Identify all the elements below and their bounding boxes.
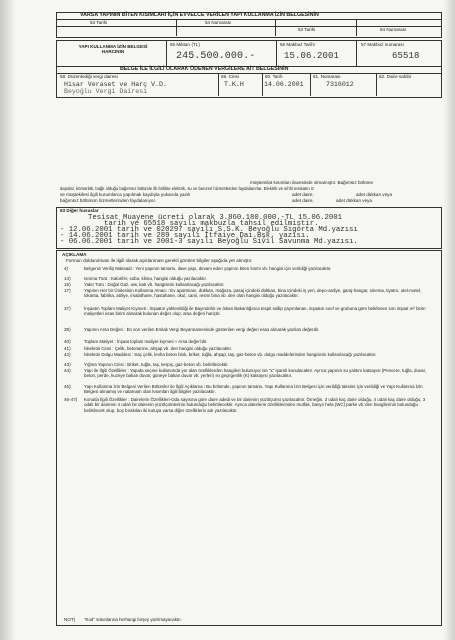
note-line2: depolar, kömürlük, bağlı olduğu bağımsız bölümle ilk birlikte elektrik, su ve benzeri hizmetlerden faydalanırlar. Elektrik ve sıhhi tesisatın iz bbox=[60, 186, 314, 191]
header-col-divider-1 bbox=[176, 19, 177, 36]
field-61-label: 61. Numarası bbox=[313, 74, 341, 79]
fees-divider-6 bbox=[310, 73, 311, 96]
field-55-value: 245.500.000.- bbox=[176, 51, 256, 62]
notes-label: 63 Diğer hususlar bbox=[60, 208, 99, 213]
field-56-value: 15.06.2001 bbox=[284, 51, 340, 61]
legend-item-text: Isınma Türü : Kalorifer, soba, klima, hangisi olduğu yazılacaktır. bbox=[84, 276, 207, 281]
note-line4c: adet dükkan veya bbox=[336, 198, 373, 203]
header-col-divider-3 bbox=[356, 19, 357, 36]
legend-item-text: Toplam Maliyet : İnşaat toplam maliyet kıymeti + Arsa değeri'dir. bbox=[84, 339, 208, 344]
note-line1: müştemilat kısımları ilavesinde olmamıştır. Bağımsız bölüme bbox=[250, 180, 374, 185]
legend-item-number: NOT) bbox=[64, 617, 76, 622]
field-55-label: 55 Miktarı (TL) bbox=[170, 42, 200, 47]
field-59-value: T.K.H bbox=[224, 81, 244, 88]
legend-item-text: Yığma Yapının Cinsi : Briket, tuğla, taş, kerpiç, gaz-beton vb. belirtilecektir. bbox=[84, 362, 229, 367]
legend-item-number: 37) bbox=[64, 306, 71, 311]
note-line4: bağımsız bölümün hizmetlerinden faydalanıyor. bbox=[60, 198, 157, 203]
legend-item-number: 43) bbox=[64, 362, 71, 367]
legend-item-number: 15) bbox=[64, 282, 71, 287]
belge-title: BELGE İLE İLGİLİ OLARAK ÖDENEN VERGİLERE AİT BELGESİNİN bbox=[120, 66, 289, 72]
legend-item-text: Yapının Her bir Ünitesinin Kullanma Amacı : Ev apartmanı, dükkan, mağaza, pasaj içindeki dükkan, bina içindeki iş yeri, depo-ardiye, garaj-hangar, sinema, tiyatro, otel-motel, lokanta, fabrika, atölye, imalathane, hastahane, okul, cami, resmi bina vb. den olan hangisi olduğu yazılacaktır. bbox=[84, 288, 422, 299]
col54-label: 54 Numarası bbox=[205, 20, 232, 25]
col54b-label: 54 Numarası bbox=[380, 27, 407, 32]
fees-divider-5 bbox=[262, 73, 263, 96]
notes-line-3: - 12.06.2001 tarih ve 020297 sayılı S.S.K. Beyoğlu Sigorta Md.yazısı bbox=[60, 226, 358, 234]
legend-item-text: İskeletin Dolgu Maddesi : Saç çelik, levha beton blok, briket, tuğla, ahşap, taş, gaz-beton vb. dolgu maddelerinden hangisinin kullanılacağı yazılacaktır. bbox=[84, 352, 377, 357]
legend-item-number: 4) bbox=[64, 266, 69, 271]
legend-intro: Formun doldurulması ile ilgili olarak açıklanması gerekli görülen bilgiler aşağıda yer almıştır. bbox=[66, 258, 253, 263]
scan-shadow-left bbox=[0, 0, 16, 640]
legend-item-text: "Kod" sütunlarına herhangi birşey yazılmayacaktır. bbox=[84, 617, 182, 622]
field-59-label: 59. Cinsi bbox=[221, 74, 239, 79]
field-58-value: Hisar Veraset ve Harç V.D. bbox=[64, 81, 167, 88]
header-title: VARSA YAPININ BİTEN KISIMLARI İÇİN EVVELCE VERİLEN YAPI KULLANMA İZİN BELGESİNİN bbox=[80, 12, 319, 18]
legend-item-number: 45) bbox=[64, 384, 71, 389]
field-57-label: 57 Makbuz numarası bbox=[361, 42, 404, 47]
field-57-value: 65518 bbox=[392, 51, 420, 61]
legend-item-number: 41) bbox=[64, 346, 71, 351]
fees-divider-2 bbox=[276, 40, 277, 66]
legend-item-number: 39) bbox=[64, 327, 71, 332]
note-line4b: adet daire, bbox=[292, 198, 314, 203]
legend-item-text: Belgenin Veriliş Maksadı : Yeni yapının tamamı, ilave yapı, devam eden yapının biten kısmı vb. hangisi için verildiği yazılacaktır. bbox=[84, 266, 332, 271]
col53b-label: 53 Tarihi bbox=[298, 27, 316, 32]
notes-line-2: tarih ve 65518 sayılı makbuzla tahsil edilmiştir. bbox=[104, 220, 319, 228]
legend-item-text: Yakıt Türü : Doğal Gaz, ww, katı vb. hangisinin kullanılacağı yazılacaktır. bbox=[84, 282, 225, 287]
legend-item-text: İskeletin Cinsi : Çelik, betonarme, ahşap vb. den hangisi olduğu yazılacaktır. bbox=[84, 346, 232, 351]
field-60-label: 60. Tarih bbox=[265, 74, 283, 79]
scan-shadow-right bbox=[443, 0, 455, 640]
note-line3b: adet daire, bbox=[292, 192, 314, 197]
legend-item-text: Yapı ile İlgili Özellikler : Yapıda seçme kullanımda yer alan özelliklerden hangileri bulunuyor ise "x" işareti konulacaktır. Ayrıca yapının su yalıtım katsayısı (Pencere, tuğla, duvar, beton, perde, kuzeye bakan duvar, güneye bakan duvar vb. yerleri) ısı geçirgenlik (K) katsayısı yazılacaktır. bbox=[84, 368, 427, 379]
fees-divider-1 bbox=[166, 40, 167, 66]
col53-label: 53 Tarihi bbox=[90, 20, 108, 25]
header-divider bbox=[56, 19, 441, 20]
legend-item-number: 42) bbox=[64, 352, 71, 357]
legend-item-number: 40) bbox=[64, 339, 71, 344]
notes-line-1: Tesisat Muayene ücreti olarak 3.860.180.000.-TL 15.06.2001 bbox=[88, 214, 342, 222]
note-line3c: adet dükkan veya bbox=[356, 192, 393, 197]
field-58-value-row2: Beyoğlu Vergi Dairesi bbox=[64, 88, 148, 95]
legend-title: AÇIKLAMA bbox=[62, 252, 87, 257]
legend-item-text: Yapının Arsa Değeri : En son verilen Emlak Vergi Beyannamesinde gösterilen vergi değeri esas alınarak yazılan değerdir. bbox=[84, 327, 320, 332]
note-line3: ve müştekilesi ilgili kurumlarca yapılmak kaydıyla yukarıda yazılı bbox=[60, 192, 191, 197]
legend-item-text: Yapı Kullanma İzin Belgesi Verilen Bölümler ile İlgili Açıklama : Bu bölümde, yapının tamamı, Yapı Kullanma İzin Belgesi için verildiği taksimi için verildiği ve Yapı Kullanma İzin Belgesi alınamış ve natamam olan kısımları ilgili bilgiler yazılacaktır. bbox=[84, 384, 423, 395]
fees-divider-7 bbox=[376, 73, 377, 96]
notes-line-5: - 06.06.2001 tarih ve 2001-3 sayılı Beyoğlu Sivil Savunma Md.yazısı. bbox=[60, 238, 358, 246]
field-62-label: 62. Daire sahibi bbox=[379, 74, 411, 79]
legend-item-text: Konutla İlgili Özellikler : Dairelerin Özellikleri-Oda sayısına göre daire adedi ve bir dairenin yüzölçümü yazılacaktır. Örneğin, 3 odalı kaç daire olduğu, 4 odalı kaç daire olduğu, 3 odalı bir dairenin 4 odalı bir dairenin yüzölçümlerinin bulunduğu belirtilecektir. Ayrıca dairelerin özelliklerinden mutfak, banyo hela (WC) parke vb.'den hangilerinin bulunduğu belirtilecek olup, boş bırakılan iki kutuya varsa diğer özelliklerin adı yazılacaktır. bbox=[84, 397, 426, 413]
fees-divider-3 bbox=[356, 40, 357, 66]
field-58-label: 58. Düzenlediği vergi dairesi bbox=[60, 74, 118, 79]
legend-item-number: 17) bbox=[64, 288, 71, 293]
notes-line-4: - 14.06.2001 tarih ve 289 sayılı İtfaiye Dai.Bşk. yazısı. bbox=[60, 232, 310, 240]
legend-item-number: 46-47) bbox=[64, 397, 78, 402]
legend-item-number: 44) bbox=[64, 368, 71, 373]
fees-divider-4 bbox=[218, 73, 219, 96]
field-61-value: 7316012 bbox=[326, 81, 354, 88]
harc-label: YAPI KULLANMA İZİN BELGESİ HARCININ bbox=[78, 44, 148, 55]
field-56-label: 56 Makbuz Tarihi bbox=[280, 42, 315, 47]
legend-item-number: 14) bbox=[64, 276, 71, 281]
header-col-divider-2 bbox=[275, 19, 276, 36]
legend-item-text: İnşaatın Toplam Maliyet Kıymeti : İnşaatın yüklenildiği ile Bayındırlık ve İskan Bakanlığınca tespit edilip yayımlanan, inşaatın sınıf ve grubuna göre belirlenen son inşaat m² birim maliyetleri esas birim alınarak bulunan değer olup, arsa değeri hariçtir. bbox=[84, 306, 426, 317]
field-60-value: 14.06.2001 bbox=[264, 81, 304, 88]
